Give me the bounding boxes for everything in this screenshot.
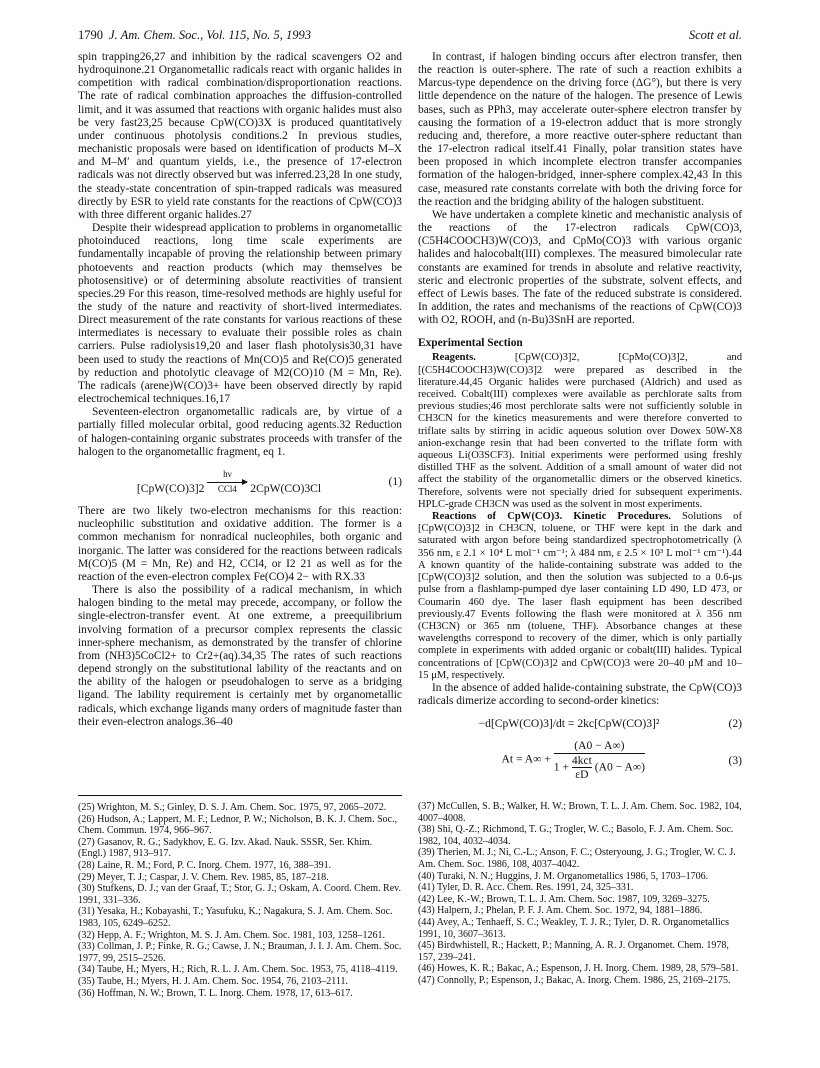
running-header <box>78 28 742 46</box>
section-title: Experimental Section <box>418 337 523 350</box>
eq3-inner-fraction <box>572 754 592 781</box>
reference: (33) Collman, J. P.; Finke, R. G.; Cawse, J. N.; Brauman, J. I. J. Am. Chem. Soc. 1977, 99, 2515–2526. <box>78 941 402 964</box>
equation-2 <box>418 717 742 730</box>
header-left <box>78 28 311 43</box>
eq3-denominator <box>554 754 645 781</box>
paragraph: There are two likely two-electron mechanisms for this reaction: nucleophilic substitution and oxidative addition. The former is a common mechanism for nonradical nucleophiles, both organic and inorganic. The latter was considered for the reactions between radicals M(CO)5 (M = Mn, Re) and H2, CCl4, or I2 21 as well as for the reaction of the even-electron complex Fe(CO)4 2− with RX.33 <box>78 505 402 583</box>
reaction-arrow <box>207 468 247 496</box>
eq1-reactant: [CpW(CO)3]2 <box>136 482 205 495</box>
reference: (32) Hepp, A. F.; Wrighton, M. S. J. Am. Chem. Soc. 1981, 103, 1258–1261. <box>78 929 385 941</box>
equation-1-expression <box>78 468 380 496</box>
arrow-line <box>207 482 247 483</box>
eq3-lhs: At = A∞ + <box>501 752 551 766</box>
reference: (25) Wrighton, M. S.; Ginley, D. S. J. Am. Chem. Soc. 1975, 97, 2065–2072. <box>78 802 387 813</box>
reference: (30) Stufkens, D. J.; van der Graaf, T.; Stor, G. J.; Oskam, A. Coord. Chem. Rev. 1991, 331–336. <box>78 883 401 906</box>
eq3-fraction <box>554 739 645 780</box>
eq1-product: 2CpW(CO)3Cl <box>250 482 322 495</box>
reference: (31) Yesaka, H.; Kobayashi, T.; Yasufuku, K.; Nagakura, S. J. Am. Chem. Soc. 1983, 105, 6249–6252. <box>78 906 393 929</box>
reference: (37) McCullen, S. B.; Walker, H. W.; Brown, T. L. J. Am. Chem. Soc. 1982, 104, 4007–4008. <box>418 801 742 824</box>
reference: (42) Lee, K.-W.; Brown, T. L. J. Am. Chem. Soc. 1987, 109, 3269–3275. <box>418 893 710 905</box>
footnotes-left <box>78 795 402 999</box>
reference: (26) Hudson, A.; Lappert, M. F.; Lednor, P. W.; Nicholson, B. K. J. Chem. Soc., Chem. Commun. 1974, 966–967. <box>78 813 398 837</box>
paragraph: In contrast, if halogen binding occurs after electron transfer, then the reaction is outer-sphere. The rate of such a reaction exhibits a Marcus-type dependence on the driving force (ΔG°), but there is very little dependence on the nature of the halogen. The presence of Lewis bases, such as PPh3, may accelerate outer-sphere electron transfer by causing the formation of a 19-electron adduct that is more strongly reducing and, therefore, a more reactive outer-sphere reductant than the 17-electron radical itself.41 Finally, polar transition states have been proposed in which incomplete electron transfer accompanies formation of the halogen-bridged, inner-sphere complex.42,43 In this case, measured rate constants correlate with both the driving force for the reaction and the bridging ability of the halogen substituent. <box>418 51 742 208</box>
reference: (47) Connolly, P.; Espenson, J.; Bakac, A. Inorg. Chem. 1986, 25, 2169–2175. <box>418 974 731 986</box>
paragraph-text: [CpW(CO)3]2, [CpMo(CO)3]2, and [(C5H4COOCH3)W(CO)3]2 were prepared as described in the literature.44,45 Organic halides were purchased (Aldrich) and used as received. Cobalt(III) complexes were available as perchlorate salts from previous studies;46 most perchlorate salts were not sufficiently soluble in CH3CN for the kinetics measurements and were therefore converted to triflate salts by stirring in acidic aqueous solution over Dowex 50W-X8 anion-exchange resin that had been converted to the triflate form with aqueous Li(O3SCF3). Initial experiments were performed using freshly distilled THF as the solvent. Addition of a small amount of water did not affect the stability of the organometallic dimers or the observed kinetics. Therefore, solvents were not specially dried for subsequent experiments. HPLC-grade CH3CN was used as the solvent in most experiments. <box>418 352 742 510</box>
eq3-den-one: 1 + <box>553 759 569 773</box>
eq3-inner-denominator: εD <box>575 767 589 781</box>
paragraph-text: Solutions of [CpW(CO)3]2 in CH3CN, toluene, or THF were kept in the dark and saturated with argon before being standardized spectrophotometrically (λ 356 nm, ε 2.1 × 10⁴ L mol⁻¹ cm⁻¹; λ 484 nm, ε 2.5 × 10³ L mol⁻¹ cm⁻¹).44 A known quantity of the halide-containing substrate was added to the [CpW(CO)3]2 solution, and then the solution was subjected to a 0.6-μs pulse from a flashlamp-pumped dye laser containing LD 490, LD 473, or Coumarin 460 dye. The laser flash equipment has been described previously.47 Events following the flash were monitored at λ 356 nm (CH3CN) or 365 nm (toluene, THF). Absorbance changes at these wavelengths correspond to recovery of the dimer, which is only partially complete in experiments with added organic or cobalt(III) halides. Typical concentrations of [CpW(CO)3]2 and CpW(CO)3 were 20–40 μM and 10–15 μM, respectively. <box>418 511 742 681</box>
equation-3 <box>418 739 742 780</box>
reference: (44) Avey, A.; Tenhaeff, S. C.; Weakley, T. J. R.; Tyler, D. R. Organometallics 1991, 10, 3607–3613. <box>418 916 729 940</box>
reference: (45) Birdwhistell, R.; Hackett, P.; Manning, A. R. J. Organomet. Chem. 1978, 157, 239–241. <box>418 940 729 963</box>
equation-2-expression: −d[CpW(CO)3]/dt = 2kc[CpW(CO)3]² <box>478 717 660 731</box>
reference: (35) Taube, H.; Myers, H. J. Am. Chem. Soc. 1954, 76, 2103–2111. <box>78 975 349 987</box>
paragraph: spin trapping26,27 and inhibition by the radical scavengers O2 and hydroquinone.21 Organometallic radicals react with organic halides in competition with radical combination/disproportionation reactions. The rate of radical combination approaches the diffusion-controlled limit, and it was assumed that reactions with organic halides must also be very fast23,25 because CpW(CO)3X is produced quantitatively under continuous photolysis conditions.2 In previous studies, mechanistic proposals were based on identification of products M–X and M–M′ and quantum yields, i.e., the presence of 17-electron radicals was not directly observed but was inferred.23,28 In one study, the steady-state concentration of spin-trapped radicals was measured directly by ESR to yield rate constants for the reactions of CpW(CO)3 with three different organic halides.27 <box>78 51 402 221</box>
reference: (28) Laine, R. M.; Ford, P. C. Inorg. Chem. 1977, 16, 388–391. <box>78 859 332 871</box>
paragraph-reagents <box>418 352 742 511</box>
run-in-heading: Reactions of CpW(CO)3. Kinetic Procedures. <box>432 511 671 523</box>
reference: (41) Tyler, D. R. Acc. Chem. Res. 1991, 24, 325–331. <box>418 882 634 894</box>
eq3-den-term: (A0 − A∞) <box>594 759 645 773</box>
paragraph: In the absence of added halide-containing substrate, the CpW(CO)3 radicals dimerize according to second-order kinetics: <box>418 681 742 708</box>
equation-number: (1) <box>388 475 402 489</box>
reference: (29) Meyer, T. J.; Caspar, J. V. Chem. Rev. 1985, 85, 187–218. <box>78 871 329 883</box>
reference: (38) Shi, Q.-Z.; Richmond, T. G.; Trogler, W. C.; Basolo, F. J. Am. Chem. Soc. 1982, 104, 4032–4034. <box>418 824 734 847</box>
equation-3-expression <box>418 739 728 780</box>
run-in-heading: Reagents. <box>432 352 476 364</box>
footnotes-right <box>418 801 742 987</box>
eq3-inner-numerator: 4kct <box>571 753 592 767</box>
right-column <box>418 51 742 787</box>
reference: (40) Turaki, N. N.; Huggins, J. M. Organometallics 1986, 5, 1703–1706. <box>418 870 709 882</box>
equation-number: (3) <box>728 753 742 767</box>
page-number: 1790 <box>78 28 103 42</box>
arrow-label-above: hν <box>223 468 232 479</box>
eq3-numerator: (A0 − A∞) <box>574 739 625 753</box>
reference: (39) Therien, M. J.; Ni, C.-L.; Anson, F. C.; Osteryoung, J. G.; Trogler, W. C. J. Am. Chem. Soc. 1986, 108, 4037–4042. <box>418 847 736 870</box>
arrow-label-below: CCl4 <box>217 484 237 494</box>
equation-number: (2) <box>728 717 742 731</box>
header-authors: Scott et al. <box>688 28 742 42</box>
reference: (46) Howes, K. R.; Bakac, A.; Espenson, J. H. Inorg. Chem. 1989, 28, 579–581. <box>418 963 739 975</box>
paragraph: There is also the possibility of a radical mechanism, in which halogen binding to the metal may precede, accompany, or follow the single-electron-transfer event. At one extreme, a preequilibrium involving formation of a precursor complex represents the classic inner-sphere mechanism, as demonstrated by the transfer of chlorine from (NH3)5CoCl2+ to Cr2+(aq).34,35 The rates of such reactions depend strongly on the substitutional lability of the reactants and on the ability of the halogen or pseudohalogen to serve as a bridging ligand. The lability requirement is certainly met by organometallic radicals, which exchange ligands many orders of magnitude faster than their even-electron analogs.36–40 <box>78 584 402 728</box>
left-column <box>78 51 402 729</box>
reference: (43) Halpern, J.; Phelan, P. F. J. Am. Chem. Soc. 1972, 94, 1881–1886. <box>418 905 703 917</box>
journal-citation: J. Am. Chem. Soc., Vol. 115, No. 5, 1993 <box>109 28 311 42</box>
reference: (34) Taube, H.; Myers, H.; Rich, R. L. J. Am. Chem. Soc. 1953, 75, 4118–4119. <box>78 964 398 976</box>
reference: (36) Hoffman, N. W.; Brown, T. L. Inorg. Chem. 1978, 17, 613–617. <box>78 987 353 999</box>
paragraph: Despite their widespread application to problems in organometallic photoinduced reactions, long time scale experiments are fundamentally incapable of proving the relationship between primary photoevents and reaction products (which may themselves be photosensitive) or of determining absolute reactivities of transient species.29 For this reason, time-resolved methods are highly useful for the study of the nature and reactivity of short-lived intermediates. Direct measurement of the rate constants for various reactions of these intermediates is necessary to evaluate their possible roles as chain carriers. Pulse radiolysis19,20 and laser flash photolysis30,31 have been used to study the reactions of Mn(CO)5 and Re(CO)5 generated by reduction and photolytic cleavage of M2(CO)10 (M = Mn, Re). The radicals (arene)W(CO)3+ have been observed directly by rapid electrochemical techniques.16,17 <box>78 222 402 406</box>
paragraph: Seventeen-electron organometallic radicals are, by virtue of a partially filled molecular orbital, good reducing agents.32 Reduction of halogen-containing organic substrates proceeds with transfer of the halogen to the organometallic fragment, eq 1. <box>78 406 402 458</box>
paragraph-reactions <box>418 511 742 682</box>
equation-1 <box>78 468 402 496</box>
paragraph: We have undertaken a complete kinetic and mechanistic analysis of the reactions of the 17-electron radicals CpW(CO)3, (C5H4COOCH3)W(CO)3, and CpMo(CO)3 with various organic halides and halocobalt(III) complexes. The measured bimolecular rate constants are examined for trends in absolute and relative reactivity, steric and electronic properties of the substrate, solvent effects, and effect of Lewis bases. The fate of the reduced substrate is considered. In addition, the rates and mechanisms of the reactions of CpW(CO)3 with O2, ROOH, and (n-Bu)3SnH are reported. <box>418 208 742 327</box>
reference: (27) Gasanov, R. G.; Sadykhov, E. G. Izv. Akad. Nauk. SSSR, Ser. Khim. (Engl.) 1987, 913–917. <box>78 836 373 860</box>
